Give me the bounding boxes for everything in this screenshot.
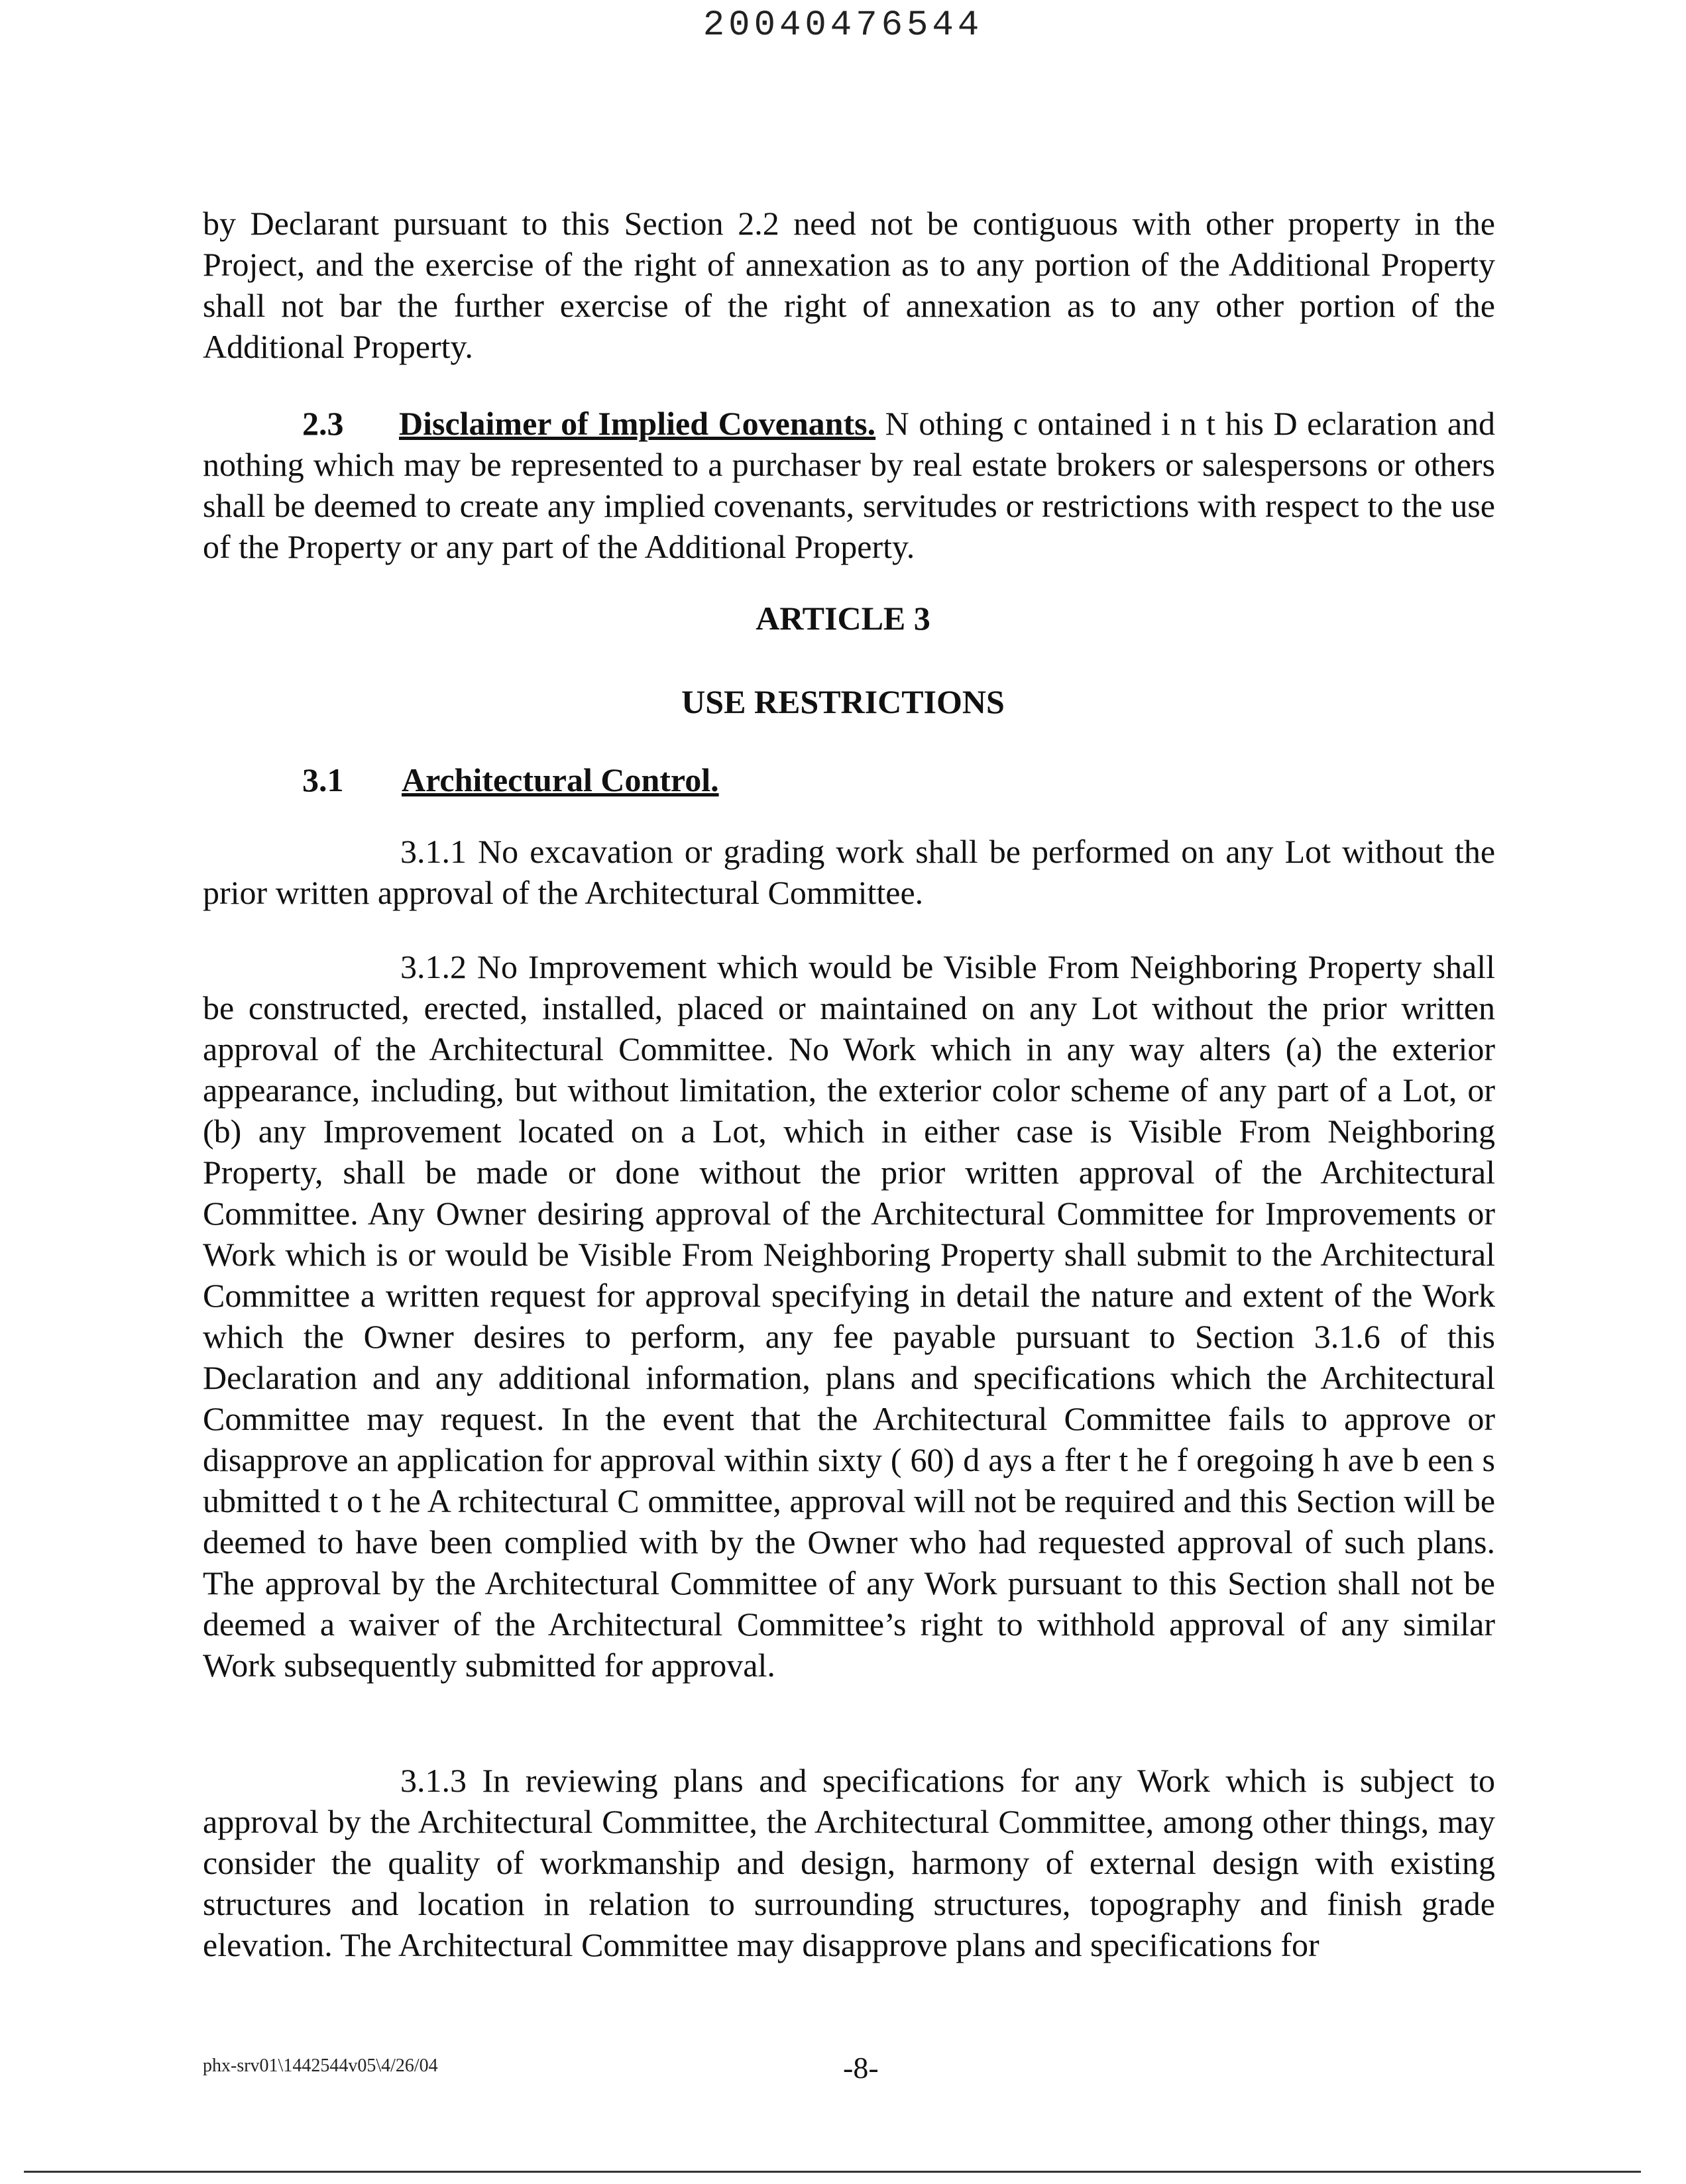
article-title: USE RESTRICTIONS — [681, 683, 1005, 720]
section-3-1-3-number: 3.1.3 — [400, 1762, 467, 1799]
bottom-rule — [24, 2171, 1641, 2173]
section-2-3-title: Disclaimer of Implied Covenants. — [399, 405, 876, 442]
section-2-3-spaced-text: N othing c ontained i n t his D eclaration — [885, 405, 1438, 442]
section-3-1-2-text-spaced: sixty ( 60) d ays a fter t he f oregoing h ave b een s ubmitted t o t he A rchitectural C ommittee, — [203, 1441, 1496, 1519]
footer-file-reference: phx-srv01\1442544v05\4/26/04 — [203, 2055, 438, 2076]
section-2-2-continuation: by Declarant pursuant to this Section 2.2 need not be contiguous with other property in the Project, and the exercise of the right of annexation as to any portion of the Additional Property shall not bar the further exercise of the right of annexation as to any other portion of the Additional Property. — [203, 205, 1495, 365]
section-3-1-1-text: No excavation or grading work shall be performed on any Lot without the prior written approval of the Architectural Committee. — [203, 833, 1496, 911]
section-3-1-number: 3.1 — [302, 761, 344, 798]
section-3-1-1 — [203, 831, 1495, 913]
section-3-1-2 — [203, 946, 1495, 1686]
section-3-1-title: Architectural Control. — [402, 761, 719, 798]
section-2-3-number: 2.3 — [302, 405, 344, 442]
section-3-1-2-text-a: No Improvement which would be Visible From Neighboring Property shall be constructed, erected, installed, placed or maintained on any Lot without the prior written approval of the Architectural Committee. No Work which in any way alters (a) the exterior appearance, including, but without limitation, the exterior color scheme of any part of a Lot, or (b) any Improvement located on a Lot, which in either case is Visible From Neighboring Property, shall be made or done without the prior written approval of the Architectural Committee. Any Owner desiring approval of the Architectural Committee for Improvements or Work which is or would be Visible From Neighboring Property shall submit to the Architectural Committee a written request for approval specifying in detail the nature and extent of the Work which the Owner desires to perform, any fee payable pursuant to Section 3.1.6 of this Declaration and any additional information, plans and specifications which the Architectural Committee may request. In the event that the Architectural Committee fails to approve or disapprove an application for approval within — [203, 948, 1495, 1478]
document-number: 20040476544 — [702, 5, 984, 46]
section-2-3-text: and nothing which may be represented to a purchaser by real estate brokers or salespersons or others shall be deemed to create any implied covenants, servitudes or restrictions with respect to the use of the Property or any part of the Additional Property. — [203, 405, 1496, 565]
section-3-1-2-text-b: approval will not be required and this Section will be deemed to have been complied with by the Owner who had requested approval of such plans. The approval by the Architectural Committee of any Work pursuant to this Section shall not be deemed a waiver of the Architectural Committee’s right to withhold approval of any similar Work subsequently submitted for approval. — [203, 1482, 1496, 1684]
section-3-1-3-text: In reviewing plans and specifications for any Work which is subject to approval by the Architectural Committee, the Architectural Committee, among other things, may consider the quality of workmanship and design, harmony of external design with existing structures and location in relation to surrounding structures, topography and finish grade elevation. The Architectural Committee may disapprove plans and specifications for — [203, 1762, 1496, 1963]
article-label: ARTICLE 3 — [756, 600, 930, 637]
section-3-1-heading — [302, 761, 719, 799]
footer-page-number: -8- — [843, 2051, 879, 2085]
section-3-1-1-number: 3.1.1 — [400, 833, 467, 870]
section-3-1-3 — [203, 1760, 1495, 1965]
section-3-1-2-number: 3.1.2 — [400, 948, 467, 985]
section-2-3 — [203, 403, 1495, 567]
